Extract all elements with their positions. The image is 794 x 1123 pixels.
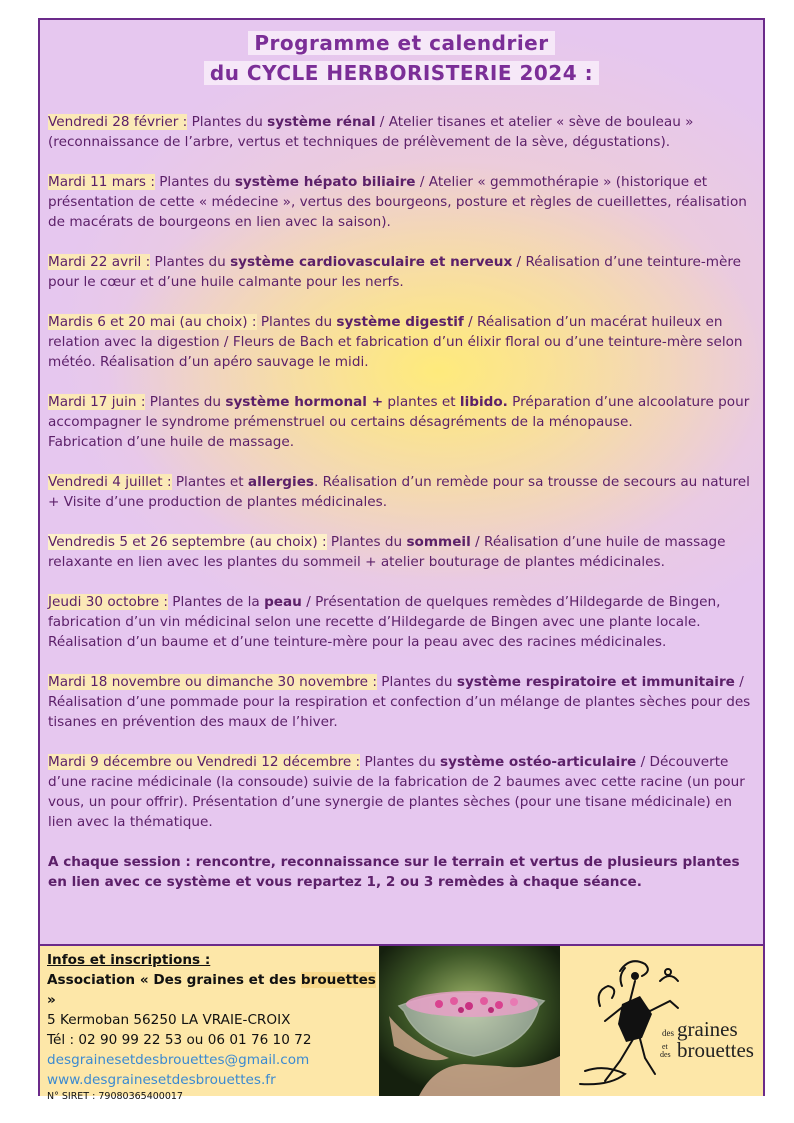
logo-word-graines: graines xyxy=(677,1017,738,1041)
session-text: Plantes du xyxy=(256,314,337,330)
logo-graphic xyxy=(560,946,763,1096)
session-date: Mardi 9 décembre ou Vendredi 12 décembre : xyxy=(48,754,361,770)
session-theme: allergies xyxy=(247,474,315,490)
session-entry xyxy=(48,472,760,512)
session-description: / Réalisation d’une teinture-mère pour le cœur et d’une huile calmante pour les nerfs. xyxy=(48,254,742,290)
logo-word-brouettes: brouettes xyxy=(677,1038,754,1062)
title-line-1: Programme et calendrier xyxy=(248,31,554,55)
session-theme: système hormonal + xyxy=(225,394,384,410)
session-text: Plantes et xyxy=(171,474,248,490)
programme-panel xyxy=(40,20,763,944)
session-text: Plantes du xyxy=(150,254,231,270)
session-entry xyxy=(48,752,760,832)
session-text: Plantes du xyxy=(187,114,268,130)
session-description: / Réalisation d’un macérat huileux en relation avec la digestion / Fleurs de Bach et fabrication d’un élixir floral ou d’une teinture-mère selon météo. Réalisation d’un apéro sauvage le midi. xyxy=(48,314,743,370)
session-theme: sommeil xyxy=(406,534,471,550)
association-name-end: » xyxy=(47,992,56,1008)
page-title xyxy=(40,28,763,88)
session-date: Vendredi 4 juillet : xyxy=(48,474,172,490)
association-name-text: Association « Des graines et des xyxy=(47,972,301,988)
session-description: . Réalisation d’un remède pour sa trousse de secours au naturel + Visite d’une production de plantes médicinales. xyxy=(48,474,750,510)
session-description: / Présentation de quelques remèdes d’Hildegarde de Bingen, fabrication d’un vin médicinal selon une recette d’Hildegarde de Bingen avec une plante locale. Réalisation d’un baume et d’une teinture-mère pour la peau avec des racines médicinales. xyxy=(48,594,721,650)
session-date: Vendredis 5 et 26 septembre (au choix) : xyxy=(48,534,327,550)
programme-list xyxy=(48,112,760,892)
flower-bowl-photo xyxy=(379,946,560,1096)
session-description: / Atelier « gemmothérapie » (historique et présentation de cette « médecine », vertus des bourgeons, posture et règles de cueillettes, réalisation de macérats de bourgeons en lien avec la saison). xyxy=(48,174,747,230)
session-theme: système hépato biliaire xyxy=(234,174,416,190)
session-date: Mardis 6 et 20 mai (au choix) : xyxy=(48,314,257,330)
session-entry xyxy=(48,252,760,292)
session-date: Mardi 17 juin : xyxy=(48,394,146,410)
logo-word-et: et xyxy=(662,1042,668,1051)
logo-word-des: des xyxy=(662,1028,674,1038)
session-text: Plantes du xyxy=(326,534,407,550)
session-theme: peau xyxy=(264,594,302,610)
session-theme: système ostéo-articulaire xyxy=(440,754,637,770)
association-name-highlight: brouettes xyxy=(300,972,376,988)
logo-word-des-2: des xyxy=(660,1050,671,1059)
address: 5 Kermoban 56250 LA VRAIE-CROIX xyxy=(47,1012,291,1028)
footer xyxy=(40,944,763,1102)
session-description: / Réalisation d’une pommade pour la respiration et confection d’un mélange de plantes sèches pour des tisanes en prévention des maux de l’hiver. xyxy=(48,674,751,730)
session-theme: système cardiovasculaire et nerveux xyxy=(230,254,513,270)
session-date: Mardi 18 novembre ou dimanche 30 novembre : xyxy=(48,674,377,690)
session-text: Plantes du xyxy=(360,754,441,770)
phone: Tél : 02 90 99 22 53 ou 06 01 76 10 72 xyxy=(47,1032,312,1048)
association-name xyxy=(47,970,379,1010)
session-text: Plantes du xyxy=(145,394,226,410)
session-entry xyxy=(48,672,760,732)
session-date: Mardi 22 avril : xyxy=(48,254,151,270)
title-line-2: du CYCLE HERBORISTERIE 2024 : xyxy=(204,61,599,85)
session-description: / Atelier tisanes et atelier « sève de bouleau » (reconnaissance de l’arbre, vertus et techniques de prélèvement de la sève, dégustations). xyxy=(48,114,694,150)
session-date: Vendredi 28 février : xyxy=(48,114,188,130)
session-theme: système respiratoire et immunitaire xyxy=(456,674,735,690)
session-theme-2: libido. xyxy=(459,394,508,410)
session-entry xyxy=(48,592,760,652)
session-date: Jeudi 30 octobre : xyxy=(48,594,168,610)
session-entry xyxy=(48,532,760,572)
siret-number: N° SIRET : 79080365400017 xyxy=(47,1091,183,1102)
contact-heading: Infos et inscriptions : xyxy=(47,952,211,968)
session-description: / Découverte d’une racine médicinale (la consoude) suivie de la fabrication de 2 baumes avec cette racine (un pour vous, un pour offrir). Présentation d’une synergie de plantes sèches (pour une tisane médicinale) en lien avec la thématique. xyxy=(48,754,745,830)
email-link[interactable]: desgrainesetdesbrouettes@gmail.com xyxy=(47,1052,310,1068)
session-text: Plantes de la xyxy=(167,594,265,610)
session-date: Mardi 11 mars : xyxy=(48,174,155,190)
website-link[interactable]: www.desgrainesetdesbrouettes.fr xyxy=(47,1072,276,1088)
session-entry xyxy=(48,392,760,452)
session-entry xyxy=(48,112,760,152)
contact-info xyxy=(40,946,379,1102)
session-description: / Réalisation d’une huile de massage relaxante en lien avec les plantes du sommeil + atelier bouturage de plantes médicinales. xyxy=(48,534,726,570)
session-entry xyxy=(48,312,760,372)
session-text: Plantes du xyxy=(376,674,457,690)
session-text: Plantes du xyxy=(154,174,235,190)
session-description-2: Fabrication d’une huile de massage. xyxy=(48,434,295,450)
session-theme: système rénal xyxy=(267,114,376,130)
page-frame xyxy=(38,18,765,1102)
association-logo xyxy=(560,946,763,1096)
session-entry xyxy=(48,172,760,232)
closing-note: A chaque session : rencontre, reconnaissance sur le terrain et vertus de plusieurs plantes en lien avec ce système et vous repartez 1, 2 ou 3 remèdes à chaque séance. xyxy=(48,854,740,890)
flower-bowl-image xyxy=(379,946,560,1096)
session-description: Préparation d’une alcoolature pour accompagner le syndrome prémenstruel ou certains désagréments de la ménopause. xyxy=(48,394,750,430)
session-theme: système digestif xyxy=(336,314,464,330)
session-text-mid: plantes et xyxy=(383,394,460,410)
